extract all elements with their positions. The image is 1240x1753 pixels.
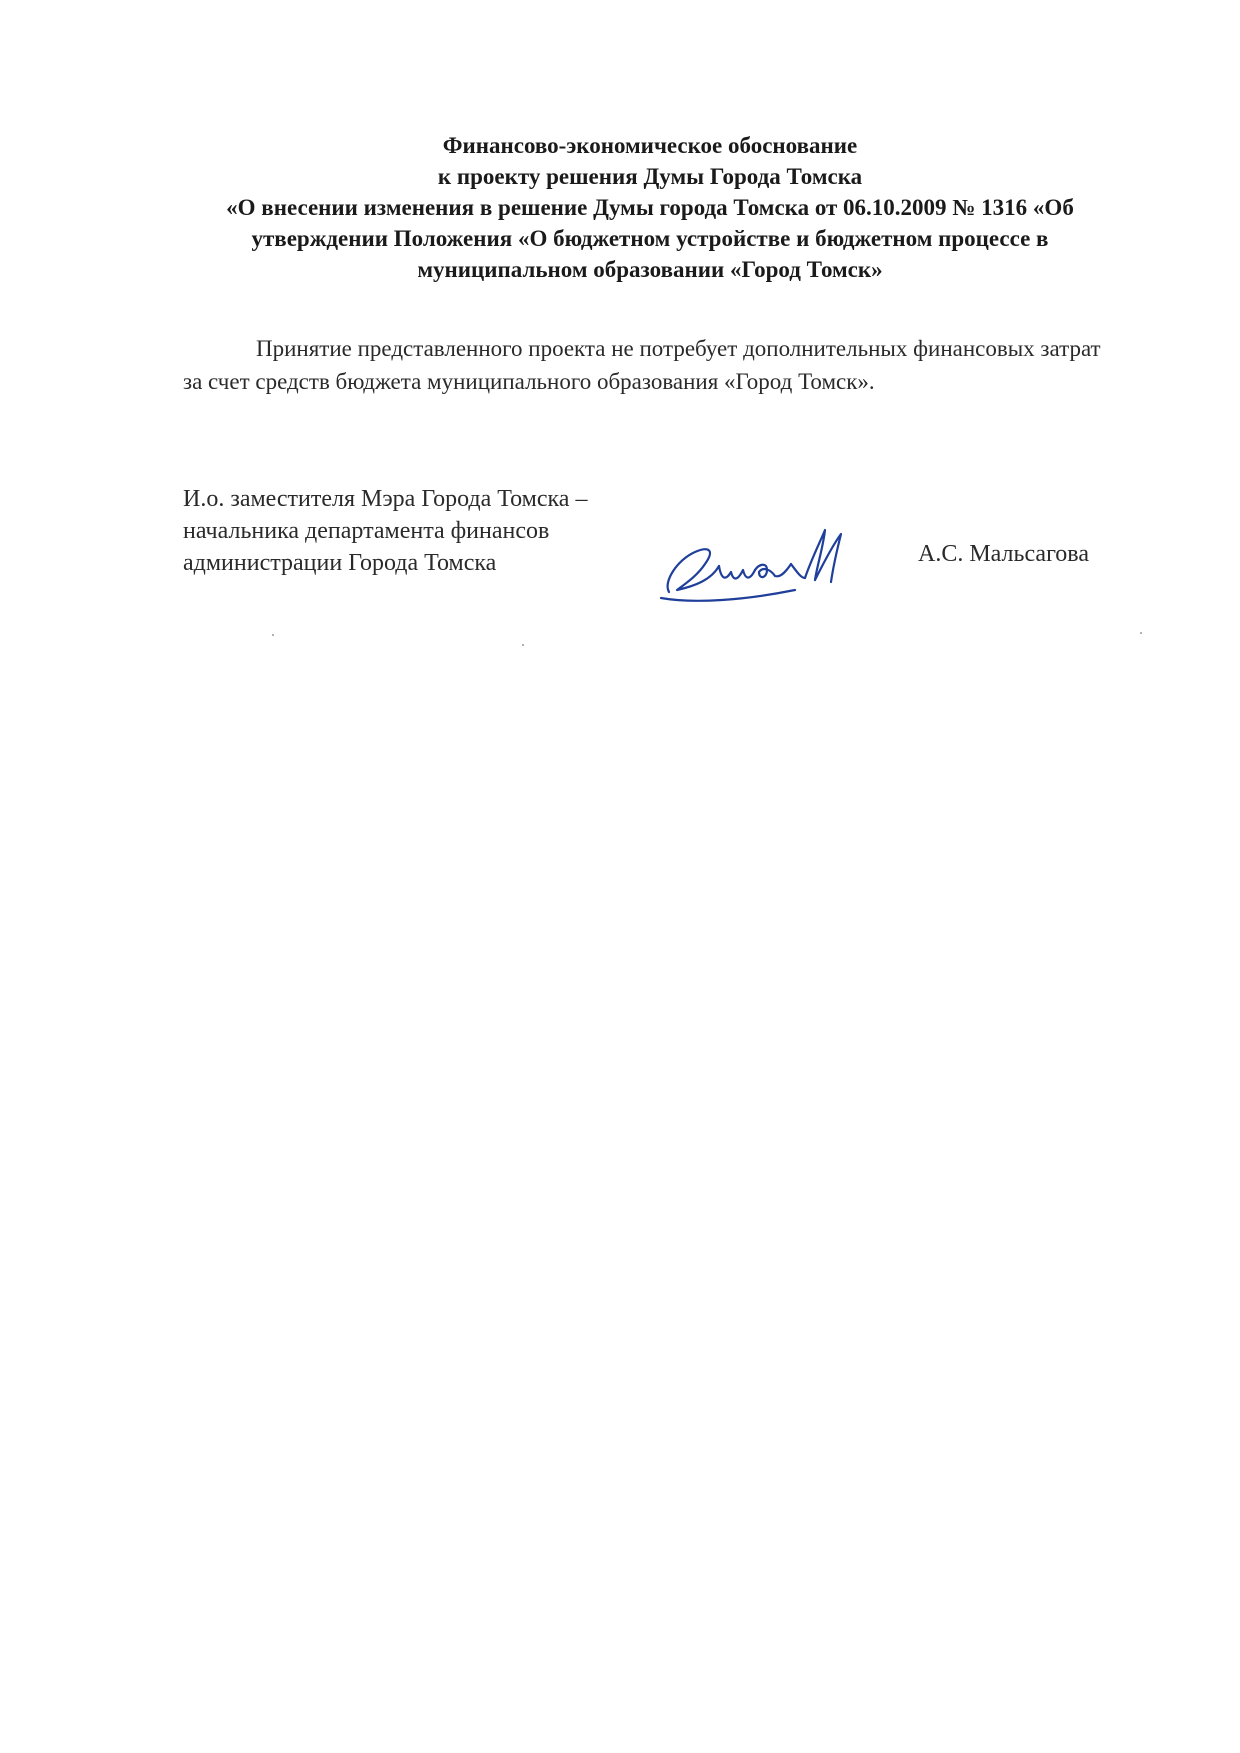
title-line: утверждении Положения «О бюджетном устройстве и бюджетном процессе в: [251, 226, 1049, 251]
signature-strokes: [661, 530, 841, 601]
body-line: Принятие представленного проекта не потребует дополнительных финансовых затрат: [256, 336, 1101, 361]
signature-stroke: [719, 566, 755, 579]
scan-speck: [1140, 632, 1142, 634]
signer-position-line: начальника департамента финансов: [183, 518, 550, 544]
body-line: за счет средств бюджета муниципального образования «Город Томск».: [183, 369, 875, 394]
signer-name: А.С. Мальсагова: [918, 541, 1089, 567]
document-title: [150, 130, 1150, 285]
title-line: Финансово-экономическое обоснование: [442, 133, 858, 158]
signer-position-line: администрации Города Томска: [183, 550, 497, 576]
signer-position-line: И.о. заместителя Мэра Города Томска –: [183, 486, 588, 512]
title-line: «О внесении изменения в решение Думы города Томска от 06.10.2009 № 1316 «Об: [226, 195, 1074, 220]
body-paragraph: [183, 332, 1193, 398]
title-line: муниципальном образовании «Город Томск»: [417, 257, 883, 282]
title-line: к проекту решения Думы Города Томска: [437, 164, 863, 189]
signature-stroke: [668, 549, 719, 592]
signer-position: [183, 483, 703, 579]
scan-speck: [272, 634, 274, 636]
scan-speck: [522, 644, 524, 646]
signature-stroke: [661, 590, 795, 601]
handwritten-signature: [655, 520, 875, 610]
signature-stroke: [755, 564, 791, 577]
